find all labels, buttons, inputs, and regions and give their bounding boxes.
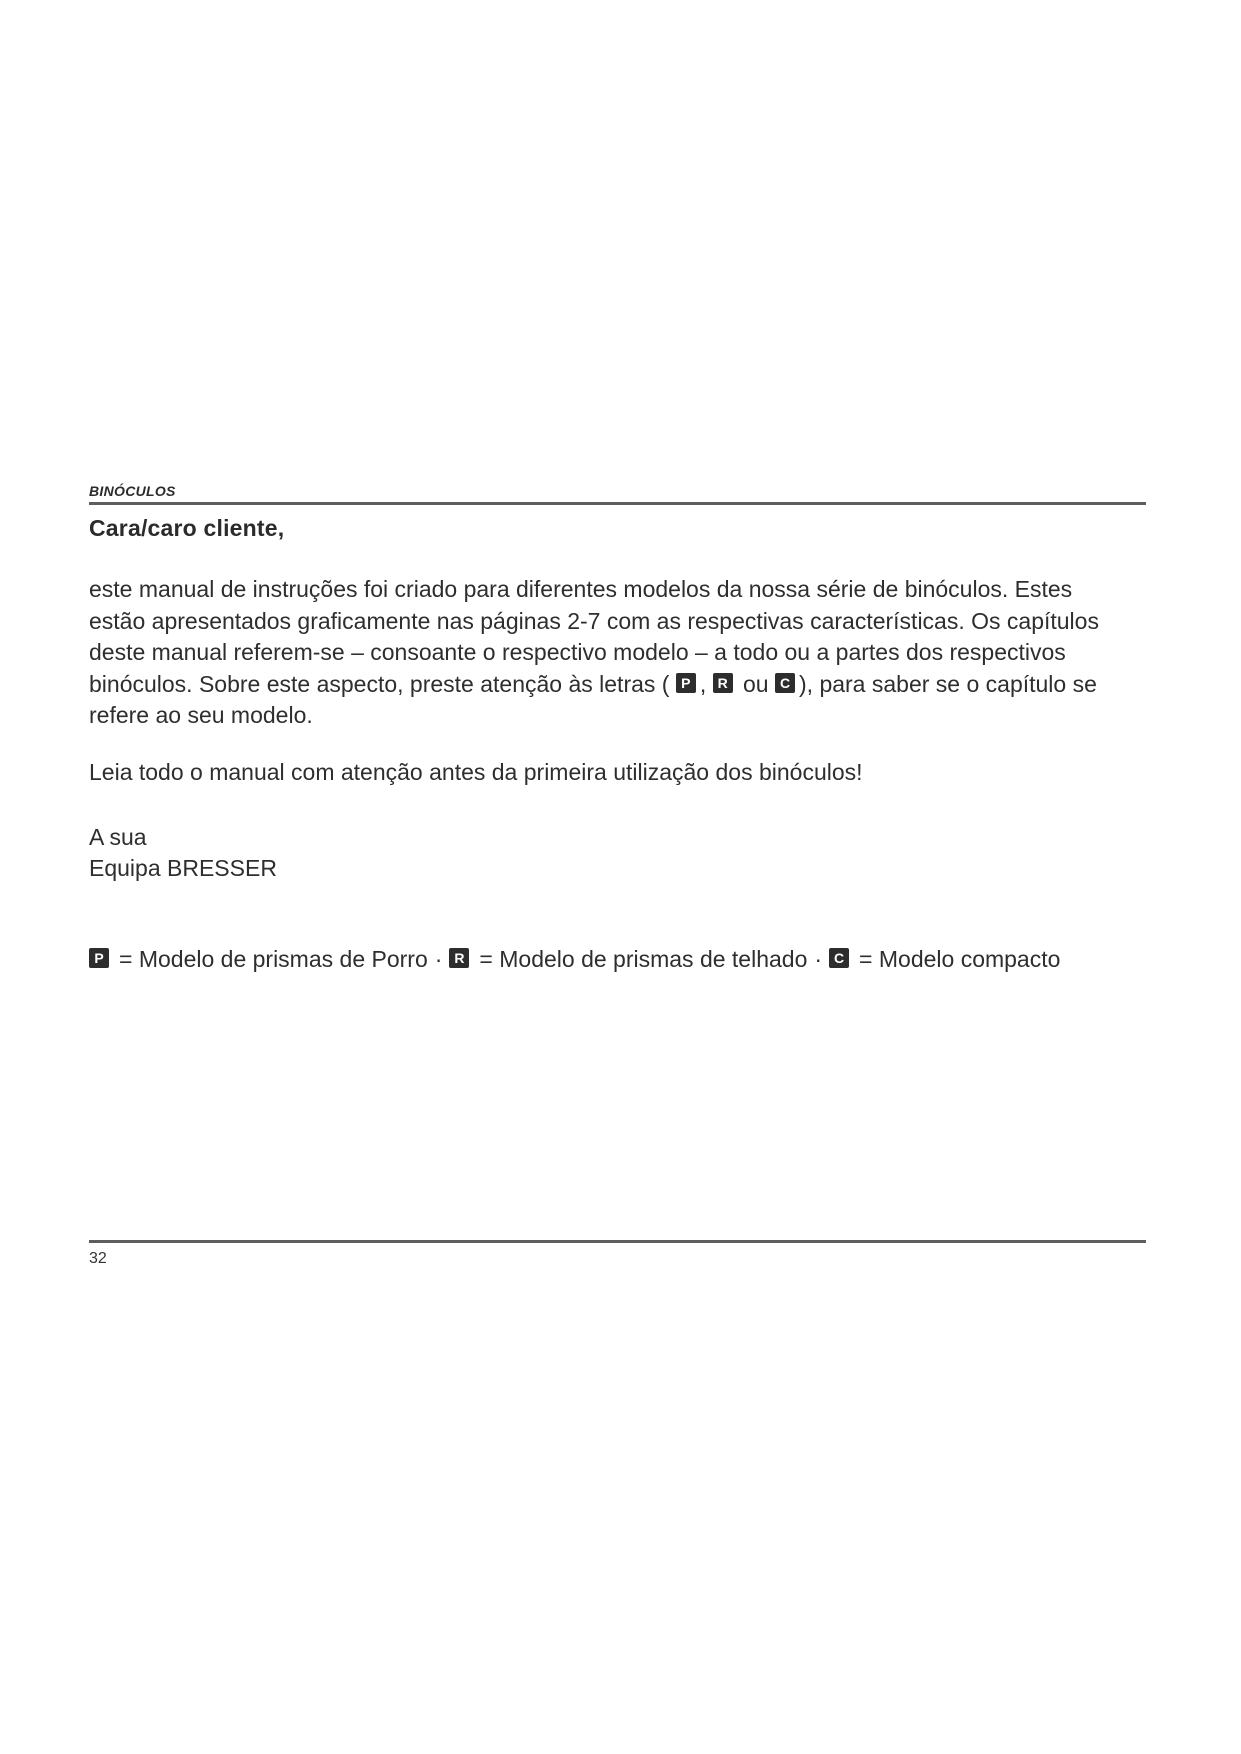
signoff bbox=[89, 822, 277, 884]
porro-badge-icon: P bbox=[676, 673, 696, 693]
page-number: 32 bbox=[89, 1250, 107, 1267]
reading-reminder: Leia todo o manual com atenção antes da primeira utilização dos binóculos! bbox=[89, 759, 863, 785]
intro-line-4-end: ), para saber se o capítulo se bbox=[799, 670, 1097, 697]
comma: , bbox=[699, 670, 707, 697]
roof-badge-icon: R bbox=[713, 673, 733, 693]
signoff-line: A sua bbox=[89, 824, 147, 850]
intro-paragraph bbox=[89, 574, 1151, 732]
signoff-line: Equipa BRESSER bbox=[89, 855, 277, 881]
legend-separator: · bbox=[434, 946, 443, 972]
header-divider bbox=[89, 502, 1146, 505]
or-word: ou bbox=[743, 670, 769, 697]
intro-line bbox=[89, 669, 1151, 701]
legend-separator: · bbox=[814, 946, 823, 972]
page-title: Cara/caro cliente, bbox=[89, 515, 285, 541]
model-legend bbox=[89, 946, 1060, 973]
porro-badge-icon: P bbox=[89, 948, 109, 968]
legend-item: = Modelo compacto bbox=[859, 946, 1061, 972]
intro-line-4-start: binóculos. Sobre este aspecto, preste atenção às letras ( bbox=[89, 670, 670, 697]
roof-badge-icon: R bbox=[449, 948, 469, 968]
footer-divider bbox=[89, 1240, 1146, 1243]
compact-badge-icon: C bbox=[829, 948, 849, 968]
legend-item: = Modelo de prismas de Porro bbox=[119, 946, 428, 972]
intro-line: estão apresentados graficamente nas páginas 2-7 com as respectivas características. Os capítulos bbox=[89, 607, 1099, 634]
compact-badge-icon: C bbox=[775, 673, 795, 693]
section-label: BINÓCULOS bbox=[89, 483, 176, 499]
legend-item: = Modelo de prismas de telhado bbox=[479, 946, 808, 972]
intro-line: deste manual referem-se – consoante o respectivo modelo – a todo ou a partes dos respectivos bbox=[89, 639, 1066, 665]
intro-line: este manual de instruções foi criado para diferentes modelos da nossa série de binóculos. Estes bbox=[89, 576, 1073, 602]
intro-line: refere ao seu modelo. bbox=[89, 702, 313, 728]
